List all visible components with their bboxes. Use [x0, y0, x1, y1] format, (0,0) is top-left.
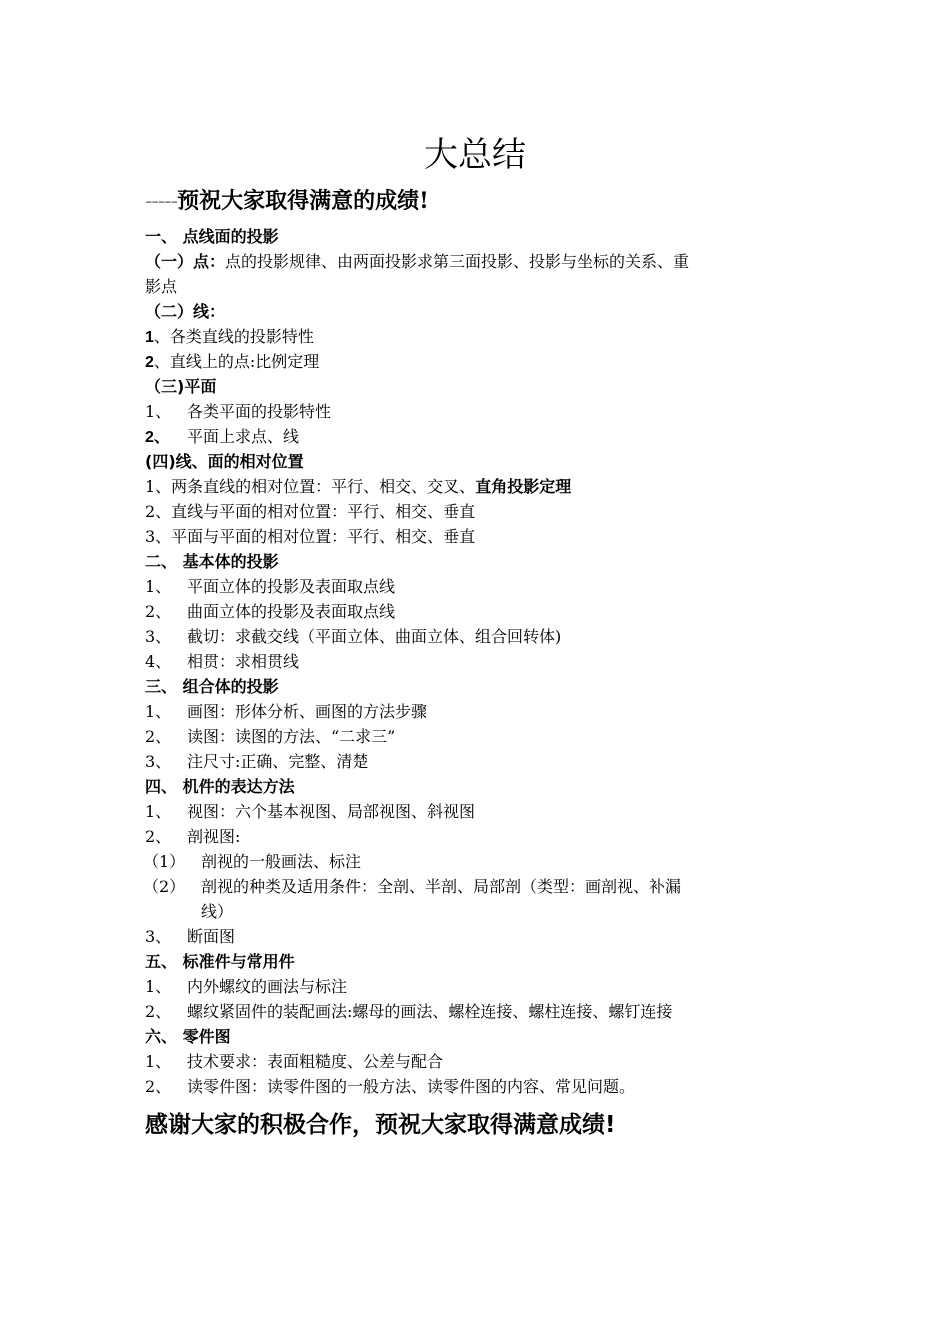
- s4-item-3: [145, 926, 235, 948]
- item-text: 视图：六个基本视图、局部视图、斜视图: [187, 802, 476, 821]
- item-text: 剖视的种类及适用条件：全剖、半剖、局部剖（类型：画剖视、补漏: [201, 877, 682, 896]
- subtitle: [145, 184, 429, 215]
- s1-relative-item-1: [145, 476, 571, 498]
- s1-plane-item-2: [145, 426, 299, 449]
- item-text: 螺纹紧固件的装配画法:螺母的画法、螺栓连接、螺柱连接、螺钉连接: [187, 1002, 673, 1021]
- item-text: 注尺寸:正确、完整、清楚: [187, 752, 369, 771]
- section-4-heading: 四、 机件的表达方法: [145, 777, 295, 796]
- page-title: 大总结: [424, 135, 526, 175]
- item-text: 各类平面的投影特性: [187, 402, 332, 421]
- item-number: （1）: [143, 852, 186, 871]
- s3-item-2: [145, 726, 395, 748]
- item-number: （2）: [143, 877, 186, 896]
- item-text: 平面立体的投影及表面取点线: [187, 577, 396, 596]
- s4-item-2: [145, 826, 240, 848]
- item-number: 2、: [145, 1002, 172, 1021]
- s6-item-2: [145, 1076, 635, 1098]
- item-text: 、各类直线的投影特性: [153, 327, 314, 346]
- s1-relative-item-3: 3、平面与平面的相对位置：平行、相交、垂直: [145, 527, 476, 546]
- s2-item-1: [145, 576, 395, 598]
- item-number: 2、: [145, 429, 170, 446]
- item-number: 1: [145, 329, 154, 346]
- item-text: 读零件图：读零件图的一般方法、读零件图的内容、常见问题。: [187, 1077, 636, 1096]
- s2-item-3: [145, 626, 561, 648]
- s2-item-2: [145, 601, 395, 623]
- item-number: 2、: [145, 727, 172, 746]
- item-text: 1、两条直线的相对位置：平行、相交、交叉、: [145, 477, 476, 496]
- s1-point-cont: 影点: [145, 277, 178, 296]
- s5-item-2: [145, 1001, 672, 1023]
- s4-sub-item-1: [143, 851, 361, 873]
- item-text: 相贯：求相贯线: [187, 652, 300, 671]
- item-text: 剖视图:: [187, 827, 241, 846]
- item-number: 2: [145, 354, 154, 371]
- item-text: 剖视的一般画法、标注: [201, 852, 362, 871]
- item-number: 3、: [145, 927, 172, 946]
- s1-plane-label: （三)平面: [145, 377, 217, 396]
- item-text: 曲面立体的投影及表面取点线: [187, 602, 396, 621]
- subtitle-dash: -----: [145, 189, 178, 214]
- s1-line-item-1: [145, 326, 314, 349]
- s1-relative-item-2: 2、直线与平面的相对位置：平行、相交、垂直: [145, 502, 476, 521]
- s1-point-line: [145, 251, 689, 273]
- item-number: 2、: [145, 602, 172, 621]
- item-number: 3、: [145, 627, 172, 646]
- s1-point-label: （一）点：: [145, 252, 226, 271]
- item-number: 1、: [145, 1052, 172, 1071]
- section-2-heading: 二、 基本体的投影: [145, 552, 279, 571]
- section-6-heading: 六、 零件图: [145, 1027, 231, 1046]
- item-text: 、直线上的点:比例定理: [153, 352, 320, 371]
- s6-item-1: [145, 1051, 443, 1073]
- item-number: 1、: [145, 402, 172, 421]
- closing-text: 感谢大家的积极合作，预祝大家取得满意成绩!: [145, 1112, 616, 1138]
- item-number: 1、: [145, 702, 172, 721]
- item-number: 1、: [145, 577, 172, 596]
- item-number: 3、: [145, 752, 172, 771]
- item-bold-text: 直角投影定理: [475, 477, 572, 496]
- section-5-heading: 五、 标准件与常用件: [145, 952, 295, 971]
- s1-line-label: （二）线：: [145, 302, 226, 321]
- item-number: 2、: [145, 1077, 172, 1096]
- item-text: 读图：读图的方法、“二求三”: [187, 727, 396, 746]
- item-text: 技术要求：表面粗糙度、公差与配合: [187, 1052, 444, 1071]
- s1-relative-label: (四)线、面的相对位置: [145, 452, 304, 471]
- s1-line-item-2: [145, 351, 319, 374]
- item-number: 2、: [145, 827, 172, 846]
- item-text: 截切：求截交线（平面立体、曲面立体、组合回转体): [187, 627, 562, 646]
- item-text: 平面上求点、线: [187, 427, 300, 446]
- subtitle-text: 预祝大家取得满意的成绩!: [177, 188, 429, 214]
- item-text: 画图：形体分析、画图的方法步骤: [187, 702, 428, 721]
- item-text: 内外螺纹的画法与标注: [187, 977, 348, 996]
- s2-item-4: [145, 651, 299, 673]
- item-text: 断面图: [187, 927, 236, 946]
- s1-point-text: 点的投影规律、由两面投影求第三面投影、投影与坐标的关系、重: [225, 252, 690, 271]
- s1-plane-item-1: [145, 401, 331, 423]
- item-number: 1、: [145, 977, 172, 996]
- item-number: 4、: [145, 652, 172, 671]
- s4-sub-item-2-cont: 线）: [201, 902, 234, 921]
- s4-sub-item-2: [143, 876, 681, 898]
- s4-item-1: [145, 801, 475, 823]
- section-3-heading: 三、 组合体的投影: [145, 677, 279, 696]
- item-number: 1、: [145, 802, 172, 821]
- s3-item-1: [145, 701, 427, 723]
- section-1-heading: 一、 点线面的投影: [145, 227, 279, 246]
- s3-item-3: [145, 751, 368, 773]
- s5-item-1: [145, 976, 347, 998]
